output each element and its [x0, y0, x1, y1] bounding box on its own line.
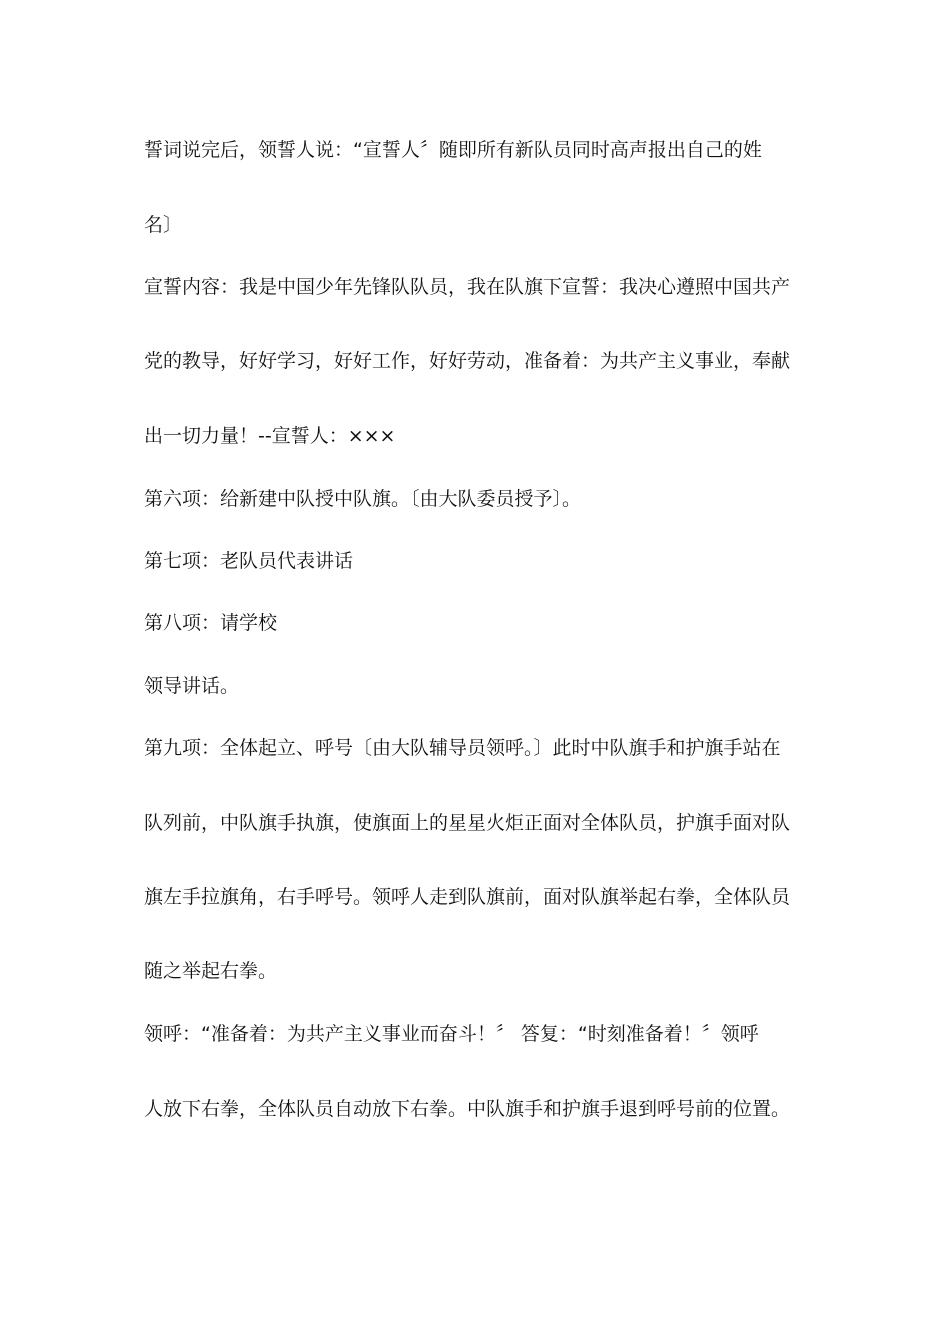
text-line: 党的教导，好好学习，好好工作，好好劳动，准备着：为共产主义事业，奉献: [144, 350, 791, 372]
text-line: 队列前，中队旗手执旗，使旗面上的星星火炬正面对全体队员，护旗手面对队: [144, 812, 791, 834]
text-line: 名〕: [144, 214, 183, 236]
text-line: 随之举起右拳。: [144, 960, 278, 982]
text-line: 领导讲话。: [144, 675, 240, 697]
text-line: 人放下右拳，全体队员自动放下右拳。中队旗手和护旗手退到呼号前的位置。: [144, 1098, 791, 1120]
text-line: 第八项：请学校: [144, 612, 278, 634]
text-line: 誓词说完后，领誓人说：“宣誓人〞随即所有新队员同时高声报出自己的姓: [144, 139, 762, 161]
text-line: 第六项：给新建中队授中队旗。〔由大队委员授予〕。: [144, 488, 582, 510]
text-line: 出一切力量！--宣誓人：×××: [144, 425, 396, 447]
text-line: 领呼：“准备着：为共产主义事业而奋斗！〞 答复：“时刻准备着！〞领呼: [144, 1023, 759, 1045]
text-line: 宣誓内容：我是中国少年先锋队队员，我在队旗下宣誓：我决心遵照中国共产: [144, 276, 791, 298]
text-line: 第七项：老队员代表讲话: [144, 550, 354, 572]
text-line: 第九项：全体起立、呼号〔由大队辅导员领呼。〕此时中队旗手和护旗手站在: [144, 737, 781, 759]
text-line: 旗左手拉旗角，右手呼号。领呼人走到队旗前，面对队旗举起右拳，全体队员: [144, 886, 791, 908]
